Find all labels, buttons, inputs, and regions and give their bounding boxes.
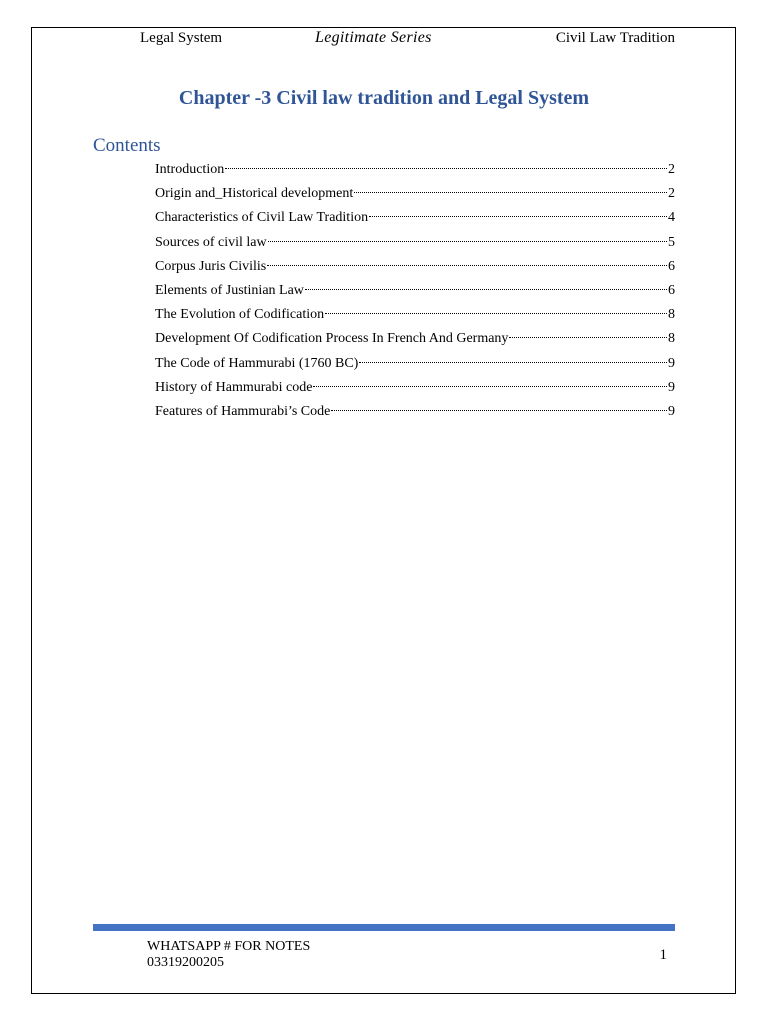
page-number: 1: [659, 947, 667, 963]
footer-contact: [147, 939, 310, 971]
toc-leader-dots: [225, 167, 667, 169]
toc-entry[interactable]: [155, 352, 675, 376]
chapter-title: Chapter -3 Civil law tradition and Legal System: [178, 87, 590, 109]
toc-entry-title: Characteristics of Civil Law Tradition: [155, 210, 369, 226]
toc-entry-page: 8: [668, 331, 675, 347]
toc-entry-page: 9: [668, 379, 675, 395]
toc-entry-page: 9: [668, 355, 675, 371]
toc-entry-title: Sources of civil law: [155, 234, 267, 250]
toc-entry-title: Elements of Justinian Law: [155, 282, 304, 298]
toc-leader-dots: [305, 288, 667, 290]
toc-entry-page: 2: [668, 186, 675, 202]
contents-heading: Contents: [93, 135, 161, 156]
toc-leader-dots: [369, 215, 667, 217]
toc-leader-dots: [268, 240, 667, 242]
toc-entry-title: History of Hammurabi code: [155, 379, 313, 395]
toc-entry-page: 2: [668, 162, 675, 177]
toc-entry[interactable]: [155, 376, 675, 400]
toc-entry-page: 5: [668, 234, 675, 250]
footer-divider-bar: [93, 924, 675, 931]
toc-entry[interactable]: [155, 182, 675, 206]
toc-entry-title: Development Of Codification Process In French And Germany: [155, 331, 509, 347]
toc-entry-title: Features of Hammurabi’s Code: [155, 403, 331, 419]
toc-leader-dots: [325, 312, 667, 314]
toc-entry[interactable]: [155, 303, 675, 327]
header-left-text: Legal System: [140, 30, 223, 46]
toc-entry[interactable]: [155, 231, 675, 255]
toc-leader-dots: [331, 409, 667, 411]
toc-entry[interactable]: [155, 206, 675, 230]
toc-entry-page: 8: [668, 307, 675, 323]
toc-leader-dots: [354, 191, 667, 193]
toc-entry-page: 6: [668, 282, 675, 298]
header-series-title: Legitimate Series: [315, 29, 432, 46]
toc-entry[interactable]: [155, 158, 675, 182]
toc-entry-page: 4: [668, 210, 675, 226]
toc-entry[interactable]: [155, 255, 675, 279]
footer-contact-label: WHATSAPP # FOR NOTES: [147, 939, 311, 954]
toc-entry-page: 9: [668, 403, 675, 419]
toc-leader-dots: [313, 385, 667, 387]
toc-entry[interactable]: [155, 400, 675, 424]
toc-entry-title: The Evolution of Codification: [155, 307, 325, 323]
toc-entry[interactable]: [155, 327, 675, 351]
header-right-text: Civil Law Tradition: [555, 30, 675, 46]
toc-leader-dots: [359, 361, 667, 363]
toc-entry-page: 6: [668, 258, 675, 274]
toc-leader-dots: [509, 336, 667, 338]
footer-phone-number: 03319200205: [147, 955, 224, 970]
toc-entry-title: Introduction: [155, 162, 225, 177]
toc-entry-title: Corpus Juris Civilis: [155, 258, 267, 274]
toc-entry-title: The Code of Hammurabi (1760 BC): [155, 355, 359, 371]
table-of-contents: [155, 158, 675, 424]
toc-leader-dots: [267, 264, 667, 266]
toc-entry-title: Origin and_Historical development: [155, 186, 354, 202]
toc-entry[interactable]: [155, 279, 675, 303]
